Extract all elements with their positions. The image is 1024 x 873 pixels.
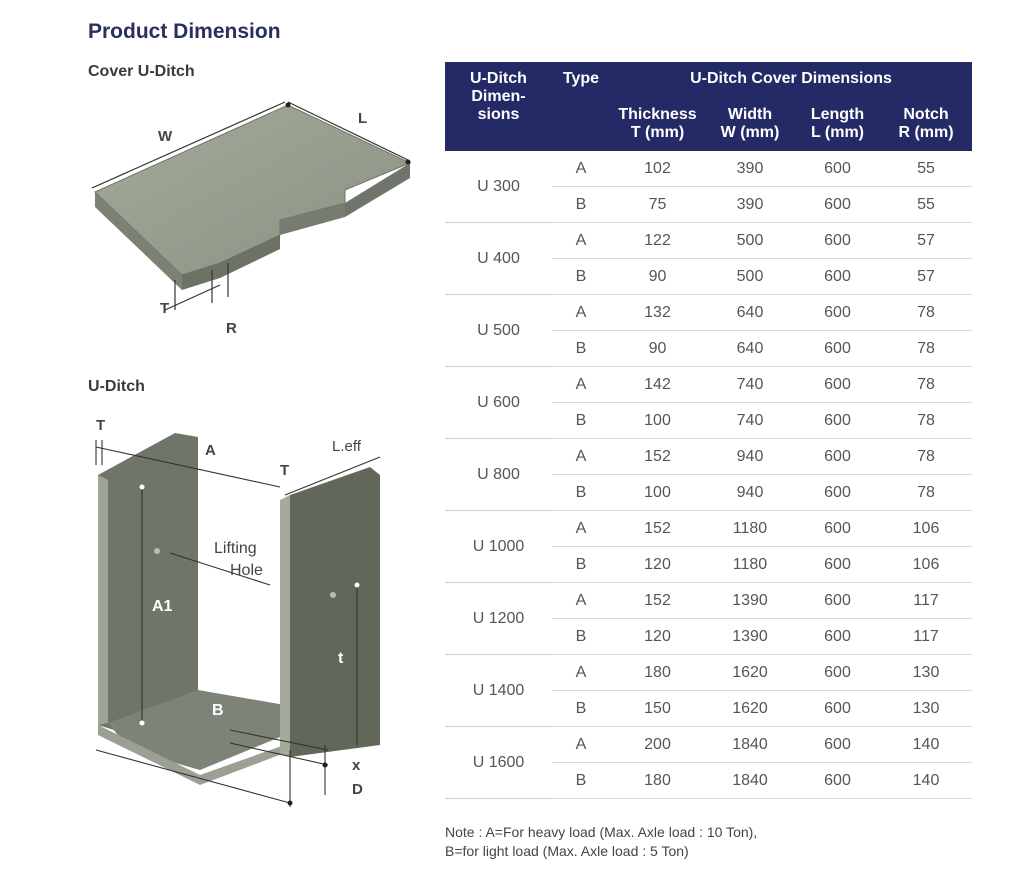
cell-t: 200 bbox=[610, 727, 705, 763]
header-length: Length L (mm) bbox=[795, 96, 880, 151]
cell-l: 600 bbox=[795, 475, 880, 511]
cell-type: B bbox=[552, 331, 610, 367]
cell-type: A bbox=[552, 151, 610, 187]
lifting-hole-label-2: Hole bbox=[230, 562, 263, 579]
cell-t: 152 bbox=[610, 511, 705, 547]
load-note bbox=[445, 823, 757, 861]
cell-type: B bbox=[552, 763, 610, 799]
uditch-t-left-label: T bbox=[96, 417, 106, 434]
cell-type: B bbox=[552, 475, 610, 511]
uditch-drawing bbox=[80, 405, 430, 835]
cell-r: 130 bbox=[880, 655, 972, 691]
cell-type: A bbox=[552, 511, 610, 547]
cell-type: B bbox=[552, 259, 610, 295]
cell-t: 90 bbox=[610, 259, 705, 295]
cell-r: 130 bbox=[880, 691, 972, 727]
note-line-1: Note : A=For heavy load (Max. Axle load : 10 Ton), bbox=[445, 824, 758, 840]
cover-uditch-drawing bbox=[80, 85, 430, 350]
cell-t: 180 bbox=[610, 655, 705, 691]
cell-type: A bbox=[552, 439, 610, 475]
cell-r: 78 bbox=[880, 475, 972, 511]
cell-t: 152 bbox=[610, 439, 705, 475]
cell-l: 600 bbox=[795, 727, 880, 763]
cell-t: 150 bbox=[610, 691, 705, 727]
header-dimensions bbox=[445, 62, 552, 151]
cover-uditch-heading: Cover U-Ditch bbox=[88, 63, 195, 80]
dim-t-label: T bbox=[160, 300, 170, 317]
cell-r: 106 bbox=[880, 511, 972, 547]
uditch-a1-label: A1 bbox=[152, 598, 173, 615]
cell-dimension: U 300 bbox=[445, 151, 552, 223]
table-row bbox=[445, 439, 972, 475]
table-row bbox=[445, 583, 972, 619]
cell-t: 100 bbox=[610, 475, 705, 511]
uditch-t-small-label: t bbox=[338, 650, 344, 667]
cell-t: 75 bbox=[610, 187, 705, 223]
cell-r: 78 bbox=[880, 331, 972, 367]
cell-l: 600 bbox=[795, 367, 880, 403]
dim-w-label: W bbox=[158, 128, 173, 145]
dimension-table bbox=[445, 62, 972, 799]
cell-r: 55 bbox=[880, 187, 972, 223]
cell-r: 78 bbox=[880, 439, 972, 475]
cell-w: 1620 bbox=[705, 691, 795, 727]
cell-dimension: U 400 bbox=[445, 223, 552, 295]
cell-type: B bbox=[552, 187, 610, 223]
uditch-leff-label: L.eff bbox=[332, 438, 361, 455]
header-thickness: Thickness T (mm) bbox=[610, 96, 705, 151]
cell-l: 600 bbox=[795, 691, 880, 727]
cell-w: 940 bbox=[705, 439, 795, 475]
cell-l: 600 bbox=[795, 295, 880, 331]
uditch-t-right-label: T bbox=[280, 462, 290, 479]
cell-w: 1390 bbox=[705, 619, 795, 655]
cell-dimension: U 500 bbox=[445, 295, 552, 367]
header-dims-line1: U-Ditch bbox=[470, 70, 527, 87]
cell-dimension: U 600 bbox=[445, 367, 552, 439]
cell-r: 78 bbox=[880, 367, 972, 403]
uditch-right-wall bbox=[290, 467, 380, 757]
cell-dimension: U 1400 bbox=[445, 655, 552, 727]
table-row bbox=[445, 151, 972, 187]
cell-r: 55 bbox=[880, 151, 972, 187]
dim-r-label: R bbox=[226, 320, 237, 337]
uditch-left-wall bbox=[98, 433, 198, 735]
cell-l: 600 bbox=[795, 403, 880, 439]
cell-t: 90 bbox=[610, 331, 705, 367]
cell-l: 600 bbox=[795, 655, 880, 691]
cell-dimension: U 1600 bbox=[445, 727, 552, 799]
cell-type: A bbox=[552, 367, 610, 403]
cell-w: 640 bbox=[705, 295, 795, 331]
uditch-b-label: B bbox=[212, 702, 224, 719]
header-dims-line3: sions bbox=[477, 106, 520, 123]
table-row bbox=[445, 511, 972, 547]
lifting-hole-label-1: Lifting bbox=[214, 540, 257, 557]
cell-l: 600 bbox=[795, 511, 880, 547]
cell-r: 117 bbox=[880, 583, 972, 619]
header-cover-dimensions: U-Ditch Cover Dimensions bbox=[610, 62, 972, 96]
cell-r: 78 bbox=[880, 403, 972, 439]
cell-w: 500 bbox=[705, 223, 795, 259]
cell-w: 740 bbox=[705, 403, 795, 439]
cell-r: 78 bbox=[880, 295, 972, 331]
cell-l: 600 bbox=[795, 763, 880, 799]
cell-r: 140 bbox=[880, 727, 972, 763]
cell-t: 120 bbox=[610, 547, 705, 583]
cell-w: 1180 bbox=[705, 511, 795, 547]
cell-r: 57 bbox=[880, 259, 972, 295]
cell-type: A bbox=[552, 655, 610, 691]
cell-l: 600 bbox=[795, 619, 880, 655]
uditch-a-label: A bbox=[205, 442, 216, 459]
cell-t: 152 bbox=[610, 583, 705, 619]
cell-l: 600 bbox=[795, 547, 880, 583]
cell-type: A bbox=[552, 727, 610, 763]
cell-w: 500 bbox=[705, 259, 795, 295]
cell-t: 100 bbox=[610, 403, 705, 439]
cell-r: 106 bbox=[880, 547, 972, 583]
page-title: Product Dimension bbox=[88, 20, 281, 43]
cell-l: 600 bbox=[795, 331, 880, 367]
cell-type: A bbox=[552, 583, 610, 619]
table-row bbox=[445, 295, 972, 331]
header-width: Width W (mm) bbox=[705, 96, 795, 151]
cell-w: 940 bbox=[705, 475, 795, 511]
cell-type: B bbox=[552, 619, 610, 655]
cell-l: 600 bbox=[795, 187, 880, 223]
cell-r: 140 bbox=[880, 763, 972, 799]
cell-r: 117 bbox=[880, 619, 972, 655]
cell-w: 390 bbox=[705, 187, 795, 223]
cell-l: 600 bbox=[795, 583, 880, 619]
cell-dimension: U 1000 bbox=[445, 511, 552, 583]
cell-type: A bbox=[552, 295, 610, 331]
cell-t: 120 bbox=[610, 619, 705, 655]
cell-l: 600 bbox=[795, 151, 880, 187]
cell-t: 142 bbox=[610, 367, 705, 403]
cell-t: 180 bbox=[610, 763, 705, 799]
table-row bbox=[445, 367, 972, 403]
cell-l: 600 bbox=[795, 439, 880, 475]
cell-type: B bbox=[552, 691, 610, 727]
header-type: Type bbox=[552, 62, 610, 151]
cell-w: 1840 bbox=[705, 763, 795, 799]
cell-w: 1180 bbox=[705, 547, 795, 583]
uditch-heading: U-Ditch bbox=[88, 378, 145, 395]
cell-t: 122 bbox=[610, 223, 705, 259]
cell-w: 1840 bbox=[705, 727, 795, 763]
cell-l: 600 bbox=[795, 259, 880, 295]
table-row bbox=[445, 727, 972, 763]
cell-dimension: U 1200 bbox=[445, 583, 552, 655]
dim-l-label: L bbox=[358, 110, 368, 127]
table-body bbox=[445, 151, 972, 799]
cell-dimension: U 800 bbox=[445, 439, 552, 511]
table-row bbox=[445, 655, 972, 691]
table-row bbox=[445, 223, 972, 259]
cell-t: 132 bbox=[610, 295, 705, 331]
cell-w: 1620 bbox=[705, 655, 795, 691]
header-notch: Notch R (mm) bbox=[880, 96, 972, 151]
cell-r: 57 bbox=[880, 223, 972, 259]
cell-type: B bbox=[552, 403, 610, 439]
cell-w: 740 bbox=[705, 367, 795, 403]
cell-type: A bbox=[552, 223, 610, 259]
cell-w: 390 bbox=[705, 151, 795, 187]
header-dims-line2: Dimen- bbox=[471, 88, 526, 105]
cell-w: 640 bbox=[705, 331, 795, 367]
cell-w: 1390 bbox=[705, 583, 795, 619]
uditch-x-label: x bbox=[352, 757, 361, 774]
cell-t: 102 bbox=[610, 151, 705, 187]
cell-type: B bbox=[552, 547, 610, 583]
note-line-2: B=for light load (Max. Axle load : 5 Ton) bbox=[445, 843, 689, 859]
uditch-d-label: D bbox=[352, 781, 363, 798]
cell-l: 600 bbox=[795, 223, 880, 259]
